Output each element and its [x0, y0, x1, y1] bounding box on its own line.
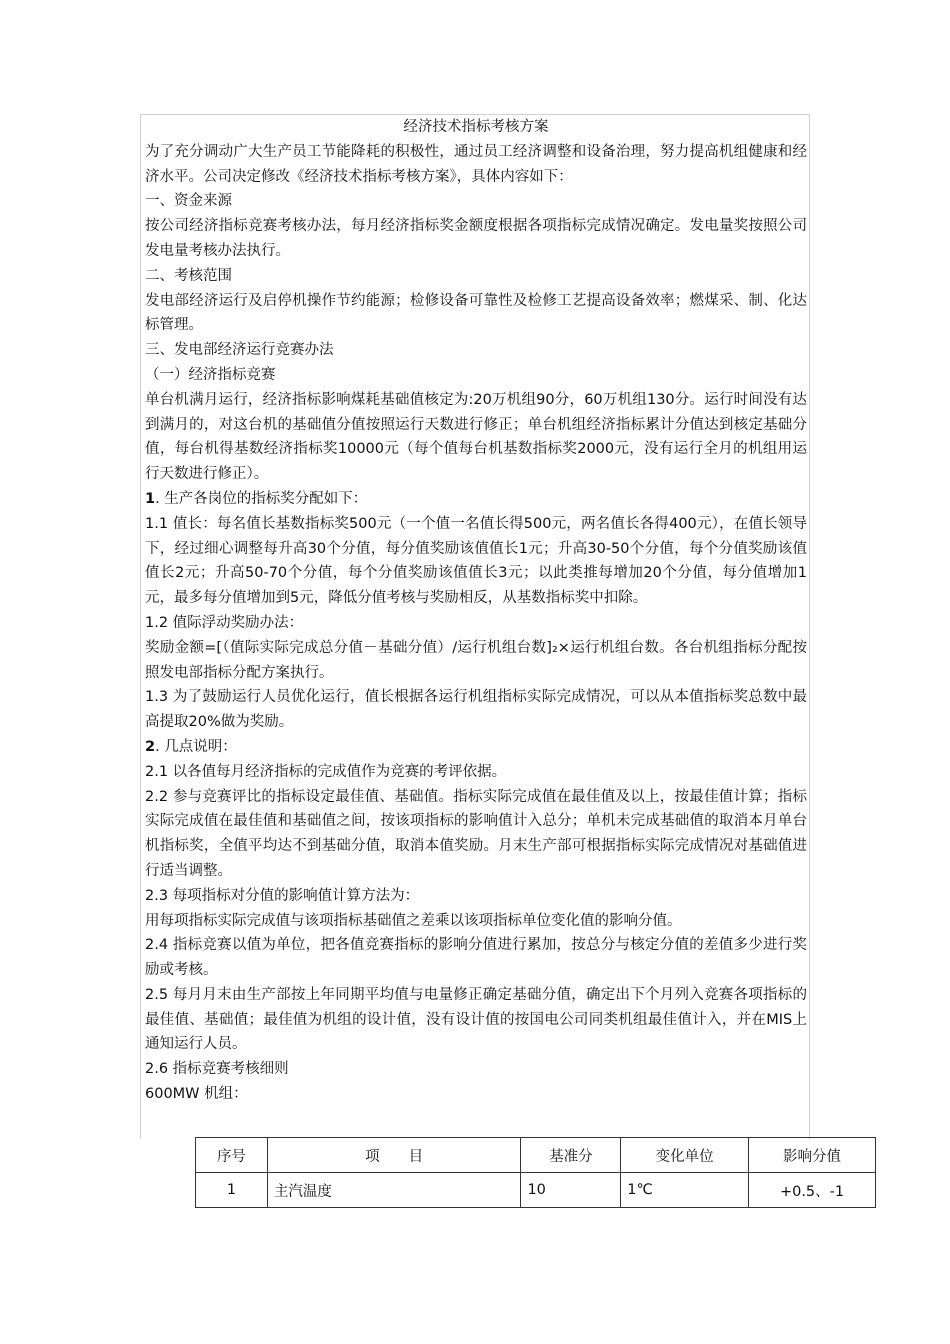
point-1-2-title: 1.2 值际浮动奖励办法： [145, 614, 304, 631]
point-2-2: 2.2 参与竞赛评比的指标设定最佳值、基础值。指标实际完成值在最佳值及以上，按最佳值计算；指标实际完成值在最佳值和基础值之间，按该项指标的影响值计入总分；单机未完成基础值的取消本月单台机指标奖，全值平均达不到基础分值，取消本值奖励。月末生产部可根据指标实际完成情况对基础值进行适当调整。 [145, 788, 807, 879]
point-2-text: . 几点说明： [155, 738, 237, 755]
unit-label: 600MW 机组： [145, 1086, 248, 1103]
section-2-text: 发电部经济运行及启停机操作节约能源；检修设备可靠性及检修工艺提高设备效率；燃煤采、制、化达标管理。 [145, 292, 807, 334]
point-2-6: 2.6 指标竞赛考核细则 [145, 1061, 289, 1078]
point-1-2-text: 奖励金额=[（值际实际完成总分值－基础分值）/运行机组台数]₂×运行机组台数。各台机组指标分配按照发电部指标分配方案执行。 [145, 639, 807, 681]
point-1-1: 1.1 值长：每名值长基数指标奖500元（一个值一名值长得500元，两名值长各得400元），在值长领导下，经过细心调整每升高30个分值，每分值奖励该值值长1元；升高30-50个分值，每个分值奖励该值值长2元；升高50-70个分值，每个分值奖励该值值长3元；以此类推每增加20个分值，每分值增加1元，最多每分值增加到5元，降低分值考核与奖励相反，从基数指标奖中扣除。 [145, 515, 807, 607]
section-1-text: 按公司经济指标竞赛考核办法，每月经济指标奖金额度根据各项指标完成情况确定。发电量奖按照公司发电量考核办法执行。 [145, 218, 807, 259]
document-body [145, 115, 807, 1107]
section-2-heading: 二、考核范围 [145, 267, 232, 284]
point-2-3-text: 用每项指标实际完成值与该项指标基础值之差乘以该项指标单位变化值的影响分值。 [145, 912, 682, 929]
cell-item: 主汽温度 [267, 1173, 521, 1208]
header-cell-score: 影响分值 [749, 1138, 876, 1173]
point-2-3-title: 2.3 每项指标对分值的影响值计算方法为： [145, 887, 420, 904]
point-2-1: 2.1 以各值每月经济指标的完成值作为竞赛的考评依据。 [145, 763, 507, 780]
point-1-heading [145, 487, 807, 512]
header-cell-item: 项 目 [267, 1138, 521, 1173]
cell-no: 1 [196, 1173, 268, 1208]
document-title: 经济技术指标考核方案 [403, 119, 549, 135]
point-1-3: 1.3 为了鼓励运行人员优化运行，值长根据各运行机组指标实际完成情况，可以从本值指标奖总数中最高提取20%做为奖励。 [145, 689, 807, 731]
header-cell-base: 基准分 [521, 1138, 621, 1173]
section-1-heading: 一、资金来源 [145, 193, 232, 210]
point-1-number: 1 [145, 490, 156, 507]
point-2-number: 2 [145, 738, 156, 755]
table-row [196, 1173, 876, 1208]
cell-score: +0.5、-1 [749, 1173, 876, 1208]
point-2-heading [145, 735, 807, 760]
header-cell-no: 序号 [196, 1138, 268, 1173]
point-1-text: . 生产各岗位的指标奖分配如下： [155, 490, 368, 507]
section-3-subheading: （一）经济指标竞赛 [145, 366, 276, 383]
section-3-text: 单台机满月运行，经济指标影响煤耗基础值核定为:20万机组90分，60万机组130分。运行时间没有达到满月的，对这台机的基础值分值按照运行天数进行修正；单台机组经济指标累计分值达到核定基础分值，每台机得基数经济指标奖10000元（每个值每台机基数指标奖2000元，没有运行全月的机组用运行天数进行修正）。 [145, 391, 807, 483]
cell-unit: 1℃ [621, 1173, 749, 1208]
header-cell-unit: 变化单位 [621, 1138, 749, 1173]
table-header-row [196, 1138, 876, 1173]
score-table [195, 1137, 876, 1208]
intro-paragraph: 为了充分调动广大生产员工节能降耗的积极性，通过员工经济调整和设备治理，努力提高机组健康和经济水平。公司决定修改《经济技术指标考核方案》，具体内容如下： [145, 143, 807, 185]
point-2-4: 2.4 指标竞赛以值为单位，把各值竞赛指标的影响分值进行累加，按总分与核定分值的差值多少进行奖励或考核。 [145, 937, 807, 979]
cell-base: 10 [521, 1173, 621, 1208]
section-3-heading: 三、发电部经济运行竞赛办法 [145, 342, 334, 359]
point-2-5: 2.5 每月月末由生产部按上年同期平均值与电量修正确定基础分值，确定出下个月列入竞赛各项指标的最佳值、基础值；最佳值为机组的设计值，没有设计值的按国电公司同类机组最佳值计入，并在MIS上通知运行人员。 [145, 986, 807, 1053]
